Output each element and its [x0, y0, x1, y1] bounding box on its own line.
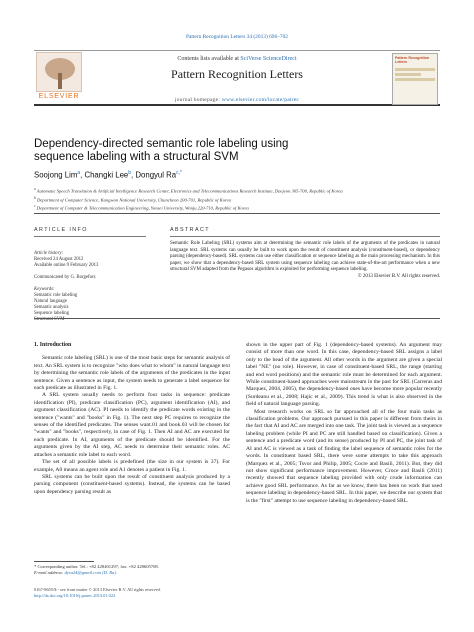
homepage-line	[100, 97, 374, 103]
homepage-link[interactable]: www.elsevier.com/locate/patrec	[221, 97, 300, 103]
publisher-name: ELSEVIER	[38, 93, 80, 100]
paragraph: A SRL system usually needs to perform four tasks in sequence: predicate identification (PI), predicate classification (PC), argument identification (AI), and argument classification (AC). PI needs to identify the predicate words existing in the sentence ("wants" and "books" in Fig. 1). The next step PC requires to recognize the senses of the identified predicates. The senses want.01 and book.03 will be chosen for "wants" and "books", respectively, in case of Fig. 1. Then AI and AC are executed for each predicate. In AI, arguments of the predicate should be identified. For the arguments given by the AI step, AC needs to determine their semantic roles. AC attaches a semantic role label to each word.	[34, 392, 230, 458]
author-affiliation-mark: a	[77, 170, 81, 176]
copyright: © 2013 Elsevier B.V. All rights reserved.	[357, 273, 440, 279]
keywords-label: Keywords:	[34, 287, 55, 292]
journal-cover-thumbnail	[392, 53, 438, 105]
paragraph: Most research works on SRL so far approached all of the four main tasks as classification problems. Our approach pursued in this paper is different from theirs in the fact that AI and AC are merged into one task. The joint task is viewed as a sequence labeling problem (while PI and PC are still handled based on classification). Given a sentence and a predicate word (and its sense) produced by PI and PC, the joint task of AI and AC is viewed as a task of finding the label sequence of semantic roles for the words. In constituent based SRL, there were some attempts to take this approach (Marquez et al., 2005; Tsvor and Philip, 2005; Cocre and Basili, 2011). But, they did not show significant performance improvement. However, Croce and Basili (2011) recently showed that sequence labeling provided with only crude information can achieve good SRL performance. As far as we know, there has been no work that used sequence labeling in dependency-based SRL. In this paper, we describe our system that is the "first" attempt to use sequence labeling in dependency-based SRL.	[246, 408, 442, 504]
email-line	[34, 570, 230, 576]
paragraph: shown in the upper part of Fig. 1 (dependency-based systems). An argument may consist of more than one word. In this case, dependency-based SRL assigns a label only to the head of the argument. All other words in the argument are given a special label "NE" (no role). However, in case of constituent-based SRL, the range (starting and end word positions) and the semantic role must be determined for each argument. While constituent-based approaches were mainstream in the past for SRL (Carreras and Marquez, 2004, 2005), the dependency-based ones have become more popular recently (Surdeanu et al., 2008; Hajic et al., 2009). This trend is what is also observed in the field of natural language parsing.	[246, 342, 442, 408]
journal-citation[interactable]: Pattern Recognition Letters 34 (2013) 696–702	[186, 34, 288, 40]
communicated-by: Communicated by G. Borgefors	[34, 275, 96, 280]
paragraph: SRL systems can be built upon the result of constituent analysis produced by a parsing component (constituent-based systems). Instead, the systems can be based upon dependency parsing result as	[34, 473, 230, 495]
paragraph: The set of all possible labels is predefined (the size in our system is 37). For example, A0 means an agent role and A1 denotes a patient in Fig. 1.	[34, 459, 230, 473]
cover-title: Pattern Recognition Letters	[395, 56, 430, 65]
abstract-heading: ABSTRACT	[170, 227, 210, 233]
author-affiliation-mark: b	[128, 170, 132, 176]
sciencedirect-link[interactable]: SciVerse ScienceDirect	[240, 56, 297, 62]
contents-line	[100, 56, 374, 62]
paper-title: Dependency-directed semantic role labeling using sequence labeling with a structural SVM	[34, 138, 289, 163]
homepage-prefix: journal homepage:	[174, 97, 222, 103]
body-column-right	[246, 342, 442, 505]
affiliation: $^b$ Department of Computer Science, Kangwon National University, Chuncheon 200-701, Republic of Korea	[34, 195, 231, 203]
author-name[interactable]: Soojong Lim	[34, 170, 78, 180]
author-name[interactable]: Changki Lee	[84, 170, 129, 180]
keyword: Semantic analysis	[34, 305, 69, 310]
divider	[170, 236, 440, 237]
cover-decoration	[395, 68, 435, 71]
affiliation: $^c$ Department of Computer & Telecommunication Engineering, Yonsei University, Wonju 220-710, Republic of Korea	[34, 204, 249, 211]
email-link[interactable]: dyra24@gmail.com (D. Ra).	[64, 570, 118, 575]
keyword: Semantic role labeling	[34, 293, 78, 298]
doi-link[interactable]: http://dx.doi.org/10.1016/j.patrec.2013.01.022	[34, 592, 116, 598]
contents-prefix: Contents lists available at	[177, 56, 241, 62]
elsevier-tree-icon	[36, 52, 82, 92]
author-list: Soojong Lim$^a$, Changki Lee$^b$, Dongyul $Ra^{c,*}$	[34, 170, 182, 180]
keyword: Structural SVM	[34, 317, 65, 322]
article-info	[34, 251, 146, 323]
issn-doi	[34, 587, 254, 599]
abstract	[170, 241, 440, 280]
footnote-rule	[34, 561, 94, 562]
article-info-heading: ARTICLE INFO	[34, 227, 88, 233]
keyword: Natural language	[34, 299, 67, 304]
divider	[34, 318, 440, 319]
keyword: Sequence labeling	[34, 311, 70, 316]
corresponding-author: * Corresponding author. Tel.: +82 428401297; fax: +82 428605708.	[34, 564, 159, 569]
received-date: Received 24 August 2012	[34, 257, 84, 262]
journal-title: Pattern Recognition Letters	[171, 67, 303, 81]
footnotes	[34, 561, 230, 576]
cover-decoration	[395, 73, 421, 76]
affiliations	[34, 186, 440, 212]
history-label: Article history:	[34, 251, 64, 256]
divider	[34, 213, 440, 214]
abstract-text: Semantic Role Labeling (SRL) systems aim at determining the semantic role labels of the arguments of the predicates in natural language text. SRL systems can usually be built to work upon the result of constituent analysis (constituent-based), or dependency parsing (dependency-based). SRL systems can use either classification or sequence labeling as the main processing mechanism. In this paper, we show that a dependency-based SRL system using sequence labeling can achieve state-of-the-art performance when a new structural SVM adapted from the Pegasos algorithm is exploited for performing sequence labeling.	[170, 241, 440, 272]
affiliation: $^a$ Automatic Speech Translation & Artificial Intelligence Research Center, Electronics and Telecommunications Research Institute, Daejeon 305-700, Republic of Korea	[34, 187, 343, 194]
author-affiliation-mark: c,*	[176, 170, 182, 176]
email-label: E-mail address:	[34, 570, 65, 575]
cover-decoration	[395, 78, 435, 81]
section-heading: 1. Introduction	[34, 342, 72, 348]
divider	[34, 236, 146, 237]
elsevier-logo	[36, 52, 82, 102]
author-name[interactable]: Dongyul Ra	[135, 170, 177, 180]
issn-line: 0167-8655/$ - see front matter © 2013 Elsevier B.V. All rights reserved.	[34, 587, 161, 592]
paragraph: Semantic role labeling (SRL) is one of the most basic steps for semantic analysis of text. An SRL system is to recognize "who does what to whom" in natural language text by determining the semantic role labels of the arguments of the predicates in the input sentence. Given a sentence as input, the system needs to generate a label sequence for each predicate as illustrated in Fig. 1.	[34, 355, 230, 392]
body-column-left	[34, 342, 230, 496]
available-date: Available online 9 February 2013	[34, 263, 99, 268]
